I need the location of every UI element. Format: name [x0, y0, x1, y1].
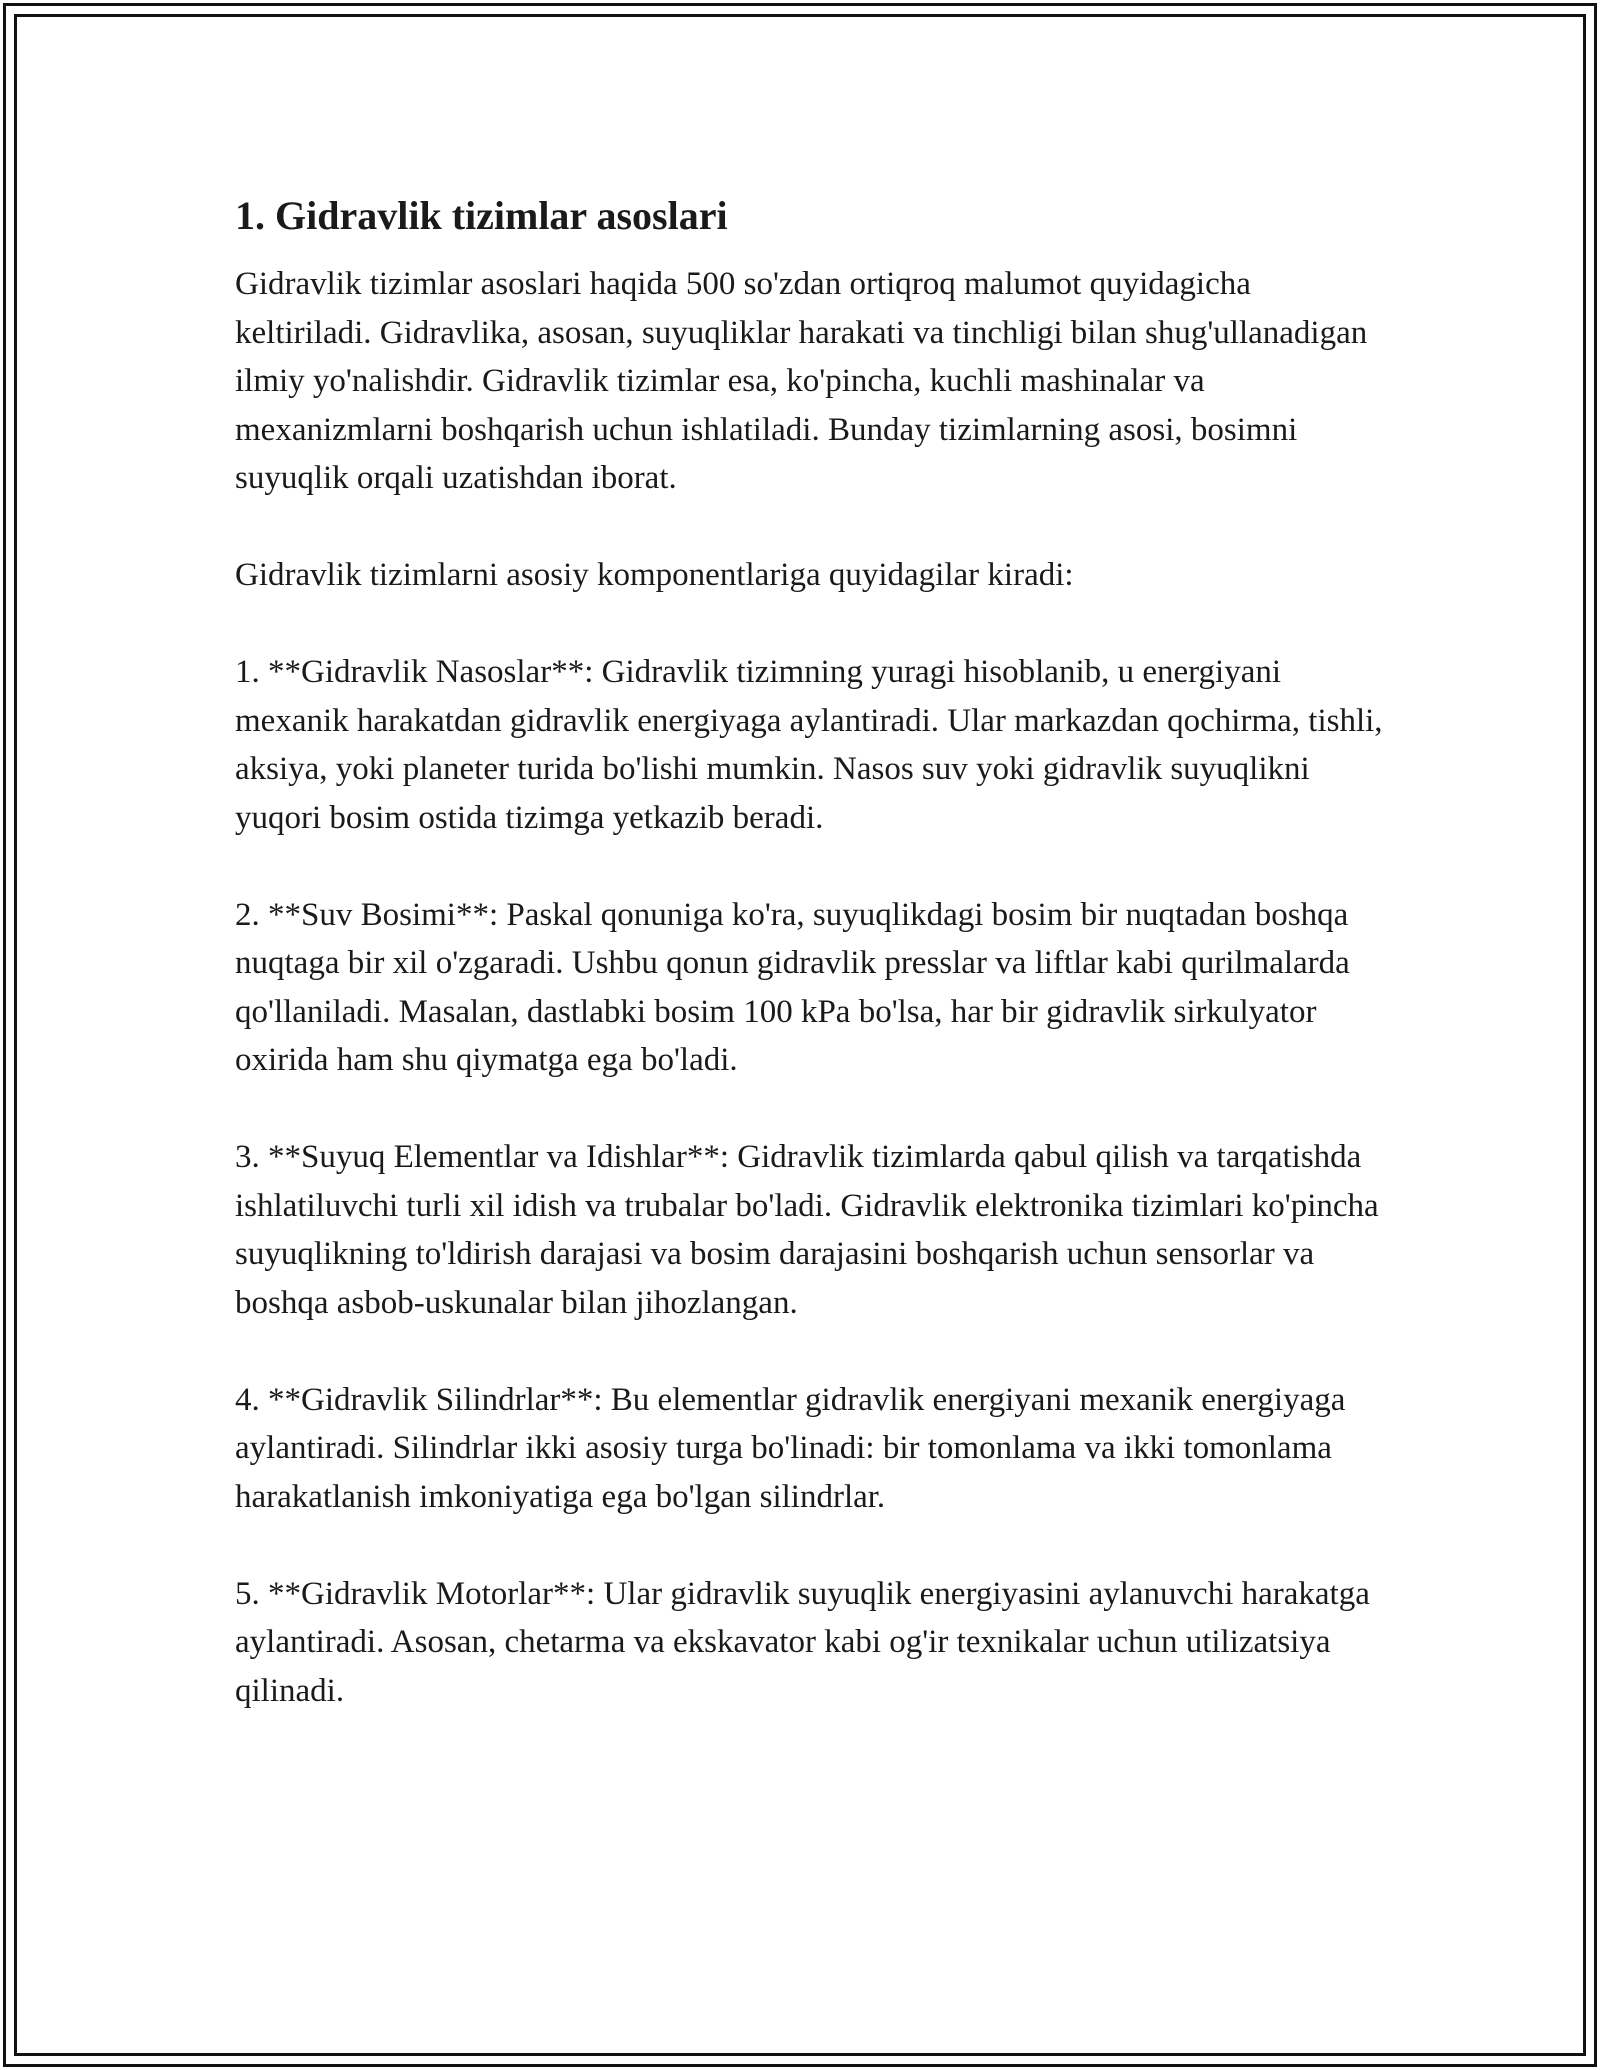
list-item-fluid-elements: 3. **Suyuq Elementlar va Idishlar**: Gidravlik tizimlarda qabul qilish va tarqatishda ishlatiluvchi turli xil idish va trubalar bo'ladi. Gidravlik elektronika tizimlari ko'pincha suyuqlikning to'ldirish darajasi va bosim darajasini boshqarish uchun sensorlar va boshqa asbob-uskunalar bilan jihozlangan.: [235, 1139, 1379, 1321]
list-item-motors: 5. **Gidravlik Motorlar**: Ular gidravlik suyuqlik energiyasini aylanuvchi harakatga aylantiradi. Asosan, chetarma va ekskavator kabi og'ir texnikalar uchun utilizatsiya qilinadi.: [235, 1575, 1370, 1709]
list-item-water-pressure: 2. **Suv Bosimi**: Paskal qonuniga ko'ra, suyuqlikdagi bosim bir nuqtadan boshqa nuqtaga bir xil o'zgaradi. Ushbu qonun gidravlik presslar va liftlar kabi qurilmalarda qo'llaniladi. Masalan, dastlabki bosim 100 kPa bo'lsa, har bir gidravlik sirkulyator oxirida ham shu qiymatga ega bo'ladi.: [235, 896, 1350, 1078]
components-intro-paragraph: Gidravlik tizimlarni asosiy komponentlariga quyidagilar kiradi:: [235, 557, 1074, 593]
document-body: [235, 180, 1385, 1764]
list-item-pumps: 1. **Gidravlik Nasoslar**: Gidravlik tizimning yuragi hisoblanib, u energiyani mexanik harakatdan gidravlik energiyaga aylantiradi. Ular markazdan qochirma, tishli, aksiya, yoki planeter turida bo'lishi mumkin. Nasos suv yoki gidravlik suyuqlikni yuqori bosim ostida tizimga yetkazib beradi.: [235, 654, 1383, 836]
section-title: 1. Gidravlik tizimlar asoslari: [235, 193, 728, 238]
intro-paragraph: Gidravlik tizimlar asoslari haqida 500 so'zdan ortiqroq malumot quyidagicha keltiriladi. Gidravlika, asosan, suyuqliklar harakati va tinchligi bilan shug'ullanadigan ilmiy yo'nalishdir. Gidravlik tizimlar esa, ko'pincha, kuchli mashinalar va mexanizmlarni boshqarish uchun ishlatiladi. Bunday tizimlarning asosi, bosimni suyuqlik orqali uzatishdan iborat.: [235, 266, 1368, 496]
list-item-cylinders: 4. **Gidravlik Silindrlar**: Bu elementlar gidravlik energiyani mexanik energiyaga aylantiradi. Silindrlar ikki asosiy turga bo'linadi: bir tomonlama va ikki tomonlama harakatlanish imkoniyatiga ega bo'lgan silindrlar.: [235, 1381, 1346, 1515]
